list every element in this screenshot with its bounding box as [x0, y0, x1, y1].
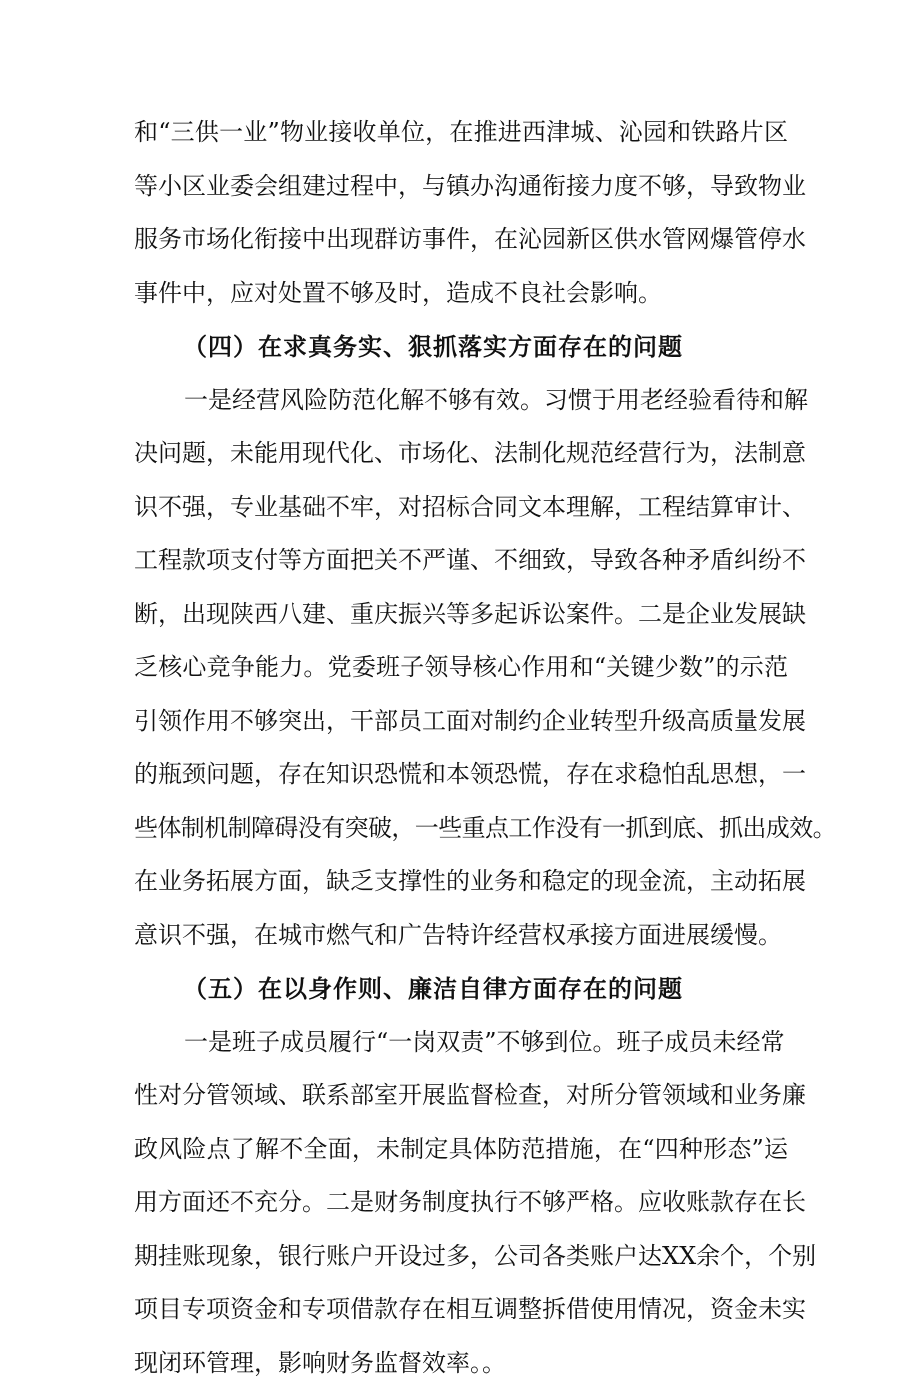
text-line: 一是经营风险防范化解不够有效。习惯于用老经验看待和解 [134, 374, 788, 428]
text-line: 识不强，专业基础不牢，对招标合同文本理解，工程结算审计、 [134, 481, 788, 535]
text-line: 些体制机制障碍没有突破，一些重点工作没有一抓到底、抓出成效。 [134, 802, 788, 856]
text-line: 乏核心竞争能力。党委班子领导核心作用和“关键少数”的示范 [134, 641, 788, 695]
text-line: 意识不强，在城市燃气和广告特许经营权承接方面进展缓慢。 [134, 909, 788, 963]
text-line: 项目专项资金和专项借款存在相互调整拆借使用情况，资金未实 [134, 1283, 788, 1337]
text-line: 工程款项支付等方面把关不严谨、不细致，导致各种矛盾纠纷不 [134, 534, 788, 588]
text-line: 服务市场化衔接中出现群访事件，在沁园新区供水管网爆管停水 [134, 213, 788, 267]
text-line: 政风险点了解不全面，未制定具体防范措施，在“四种形态”运 [134, 1123, 788, 1177]
text-line: 期挂账现象，银行账户开设过多，公司各类账户达XX余个，个别 [134, 1230, 788, 1284]
section-five [134, 962, 788, 1390]
text-line: 现闭环管理，影响财务监督效率。。 [134, 1337, 788, 1390]
text-line: 的瓶颈问题，存在知识恐慌和本领恐慌，存在求稳怕乱思想，一 [134, 748, 788, 802]
section-four [134, 320, 788, 962]
section-five-heading: （五）在以身作则、廉洁自律方面存在的问题 [134, 962, 788, 1016]
text-line: 决问题，未能用现代化、市场化、法制化规范经营行为，法制意 [134, 427, 788, 481]
text-line: 一是班子成员履行“一岗双责”不够到位。班子成员未经常 [134, 1016, 788, 1070]
section-four-heading: （四）在求真务实、狠抓落实方面存在的问题 [134, 320, 788, 374]
text-line: 用方面还不充分。二是财务制度执行不够严格。应收账款存在长 [134, 1176, 788, 1230]
text-line: 事件中，应对处置不够及时，造成不良社会影响。 [134, 267, 788, 321]
text-line: 等小区业委会组建过程中，与镇办沟通衔接力度不够，导致物业 [134, 160, 788, 214]
text-line: 性对分管领域、联系部室开展监督检查，对所分管领域和业务廉 [134, 1069, 788, 1123]
paragraph-intro [134, 106, 788, 320]
text-line: 引领作用不够突出，干部员工面对制约企业转型升级高质量发展 [134, 695, 788, 749]
text-line: 和“三供一业”物业接收单位，在推进西津城、沁园和铁路片区 [134, 106, 788, 160]
text-line: 在业务拓展方面，缺乏支撑性的业务和稳定的现金流，主动拓展 [134, 855, 788, 909]
text-line: 断，出现陕西八建、重庆振兴等多起诉讼案件。二是企业发展缺 [134, 588, 788, 642]
document-page [134, 106, 788, 1390]
